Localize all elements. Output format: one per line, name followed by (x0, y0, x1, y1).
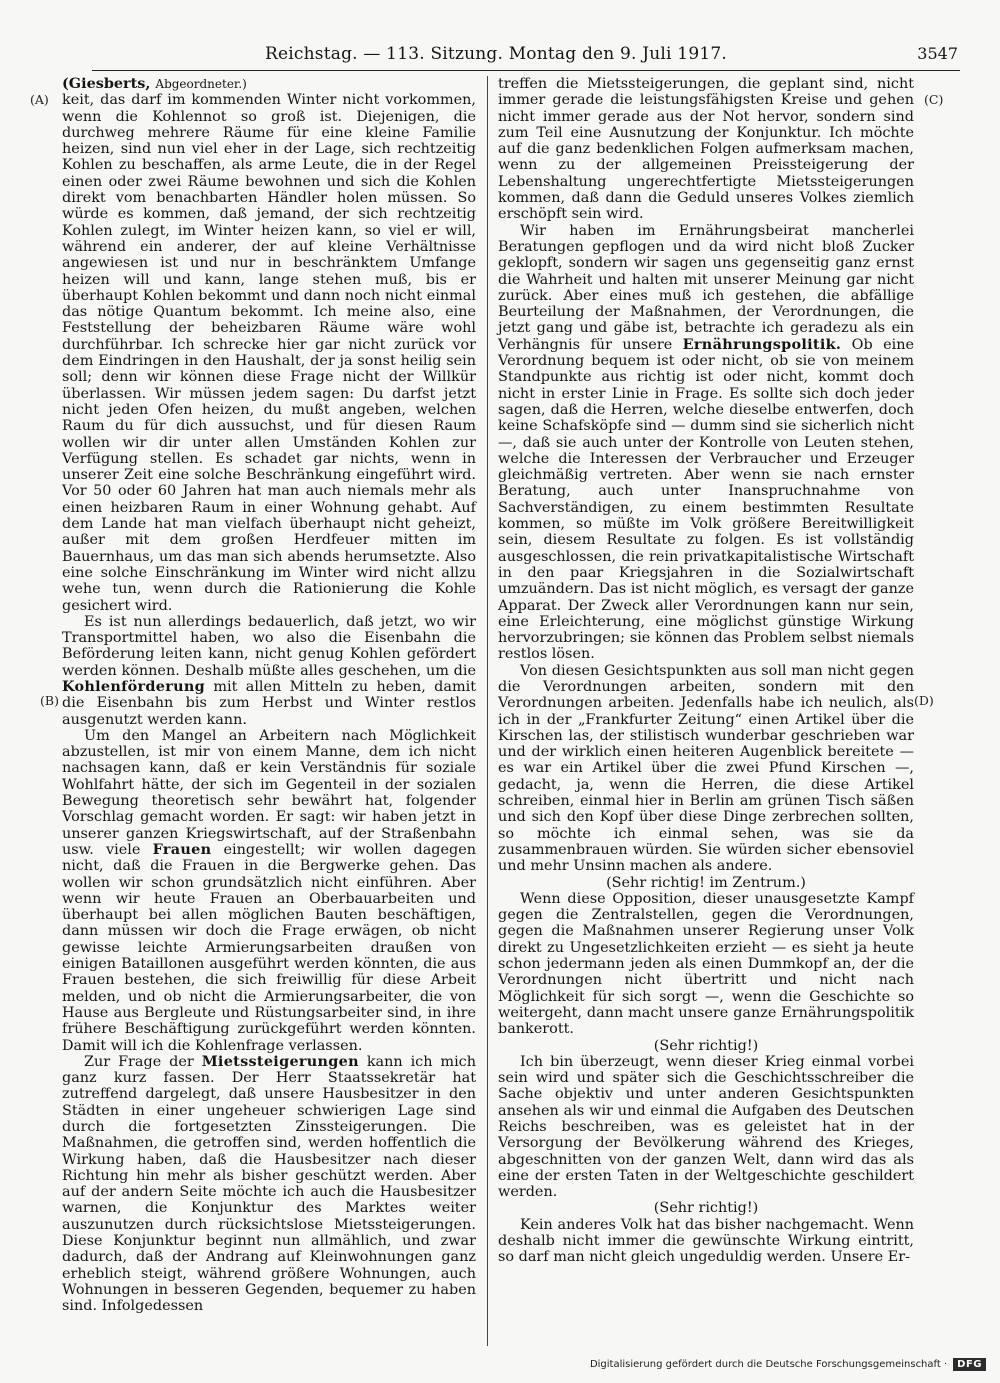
paragraph-text: kann ich mich ganz kurz fassen. Der Herr Staatssekretär hat zutreffend dargelegt, daß unsere Hausbesitzer in den Städten in einer ungeheuer schwierigen Lage sind durch die fortgesetzten Zinssteigerungen. Die Maßnahmen, die getroffen sind, werden hoffentlich die Wirkung haben, daß die Hausbesitzer nach dieser Richtung hin mehr als bisher geschützt werden. Aber auf der andern Seite möchte ich auch die Hausbesitzer warnen, die Konjunktur des Marktes weiter auszunutzen durch rücksichtslose Mietssteigerungen. Diese Konjunktur beginnt nun allmählich, und zwar dadurch, daß der Andrang auf Kleinwohnungen ganz erheblich steigt, während größere Wohnungen, auch Wohnungen in besseren Gegenden, bequemer zu haben sind. Infolgedessen (62, 1053, 476, 1315)
emphasis-term: Ernährungspolitik. (682, 335, 842, 353)
interjection: (Sehr richtig!) (653, 1200, 759, 1217)
paragraph: Von diesen Gesichtspunkten aus soll man nicht gegen die Verordnungen arbeiten, sondern mit den Verordnungen arbeiten. Jedenfalls habe ich neulich, als ich in der „Frankfurter Zeitung“ einen Artikel über die Kirschen las, der stilistisch wunderbar geschrieben war und der wirklich einen heiteren Augenblick bereitete — es war ein Artikel über die zwei Pfund Kirschen —, gedacht, ja, wenn die Herren, die diese Artikel schreiben, einmal hier in Berlin am grünen Tisch säßen und sich den Kopf über diese Dinge zerbrechen sollten, so möchte ich einmal sehen, was sie da zusammenbrauen würden. Sie würden sicher ebensoviel und mehr Unsinn machen als andere. (498, 662, 914, 875)
page-number: 3547 (917, 44, 958, 63)
paragraph-text: Um den Mangel an Arbeitern nach Möglichkeit abzustellen, ist mir von einem Manne, dem ich nicht nachsagen kann, daß er kein Verständnis für soziale Wohlfahrt hätte, der sich im Gegenteil in der sozialen Bewegung theoretisch sehr bewährt hat, folgender Vorschlag gemacht worden. Er sagt: wir haben jetzt in unserer ganzen Kriegswirtschaft, auf der Straßenbahn usw. viele (62, 727, 476, 858)
paragraph (62, 728, 476, 1054)
margin-marker-a: (A) (30, 92, 49, 107)
page-header (92, 38, 960, 71)
column-divider (487, 76, 488, 1346)
paragraph: Wenn diese Opposition, dieser unausgesetzte Kampf gegen die Zentralstellen, gegen die Verordnungen, gegen die Maßnahmen unserer Regierung unser Volk direkt zu Ungesetzlichkeiten erzieht — es sieht ja heute schon jedermann jeden als einen Dummkopf an, der die Verordnungen nicht übertritt und nicht nach Möglichkeit für sich sorgt —, wenn die Geschichte so weitergeht, dann macht unsere ganze Ernährungspolitik bankerott. (498, 890, 914, 1038)
page-title: Reichstag. — 113. Sitzung. Montag den 9. Juli 1917. (265, 44, 727, 64)
paragraph-text: Zur Frage der (84, 1053, 194, 1070)
left-column (62, 76, 476, 1315)
paragraph-text: Es ist nun allerdings bedauerlich, daß jetzt, wo wir Transportmittel haben, wo also die Eisenbahn die Beförderung leiten kann, nicht genug Kohlen gefördert werden können. Deshalb müßte alles geschehen, um die (62, 613, 476, 679)
paragraph: treffen die Mietssteigerungen, die geplant sind, nicht immer gerade die leistungsfähigsten Kreise und gehen nicht immer gerade aus der Not hervor, sondern sind zum Teil eine Ausnutzung der Konjunktur. Ich möchte auf die ganz bedenklichen Folgen aufmerksam machen, wenn zu der allgemeinen Preissteigerung der Lebenshaltung ungerechtfertigte Mietssteigerungen kommen, daß dann die Geduld unseres Volkes ziemlich erschöpft sein wird. (498, 76, 914, 223)
paragraph (62, 1054, 476, 1315)
paragraph: Ich bin überzeugt, wenn dieser Krieg einmal vorbei sein wird und später sich die Geschichtsschreiber die Sache objektiv und unter anderen Gesichtspunkten ansehen als wir und einmal die Aufgaben des Deutschen Reichs beschreiben, was es geleistet hat in der Versorgung der Bevölkerung während des Krieges, abgeschnitten von der ganzen Welt, dann wird das als eine der ersten Taten in der Weltgeschichte geschildert werden. (498, 1053, 914, 1201)
credit-text: Digitalisierung gefördert durch die Deutsche Forschungsgemeinschaft · (589, 1359, 948, 1370)
emphasis-term: Kohlenförderung (62, 677, 205, 695)
paragraph-text: Ob eine Verordnung bequem ist oder nicht, ob sie von meinem Standpunkte aus richtig ist oder nicht, kommt doch nicht in erster Linie in Frage. Es sollte sich doch jeder sagen, daß die Herren, welche dieselbe entwerfen, doch keine Schafsköpfe sind — dumm sind sie sicherlich nicht —, daß sie auch unter der Kontrolle von Leuten stehen, welche die Interessen der Verbraucher und Erzeuger gleichmäßig vertreten. Aber wenn sie nach ernster Beratung, auch unter Inanspruchnahme von Sachverständigen, zu einem bestimmten Resultate kommen, so müßte im Volk größere Bereitwilligkeit sein, diesem Resultate zu folgen. Es ist vollständig ausgeschlossen, die rein privatkapitalistische Wirtschaft in den paar Kriegsjahren in die Sozialwirtschaft umzuändern. Das ist nicht möglich, es versagt der ganze Apparat. Der Zweck aller Verordnungen kann nur sein, eine Erleichterung, eine möglichst günstige Wirkung hervorzubringen; sie können das Problem selbst niemals restlos lösen. (498, 336, 914, 663)
dfg-logo: DFG (953, 1358, 986, 1371)
right-column (498, 76, 914, 1266)
paragraph-text: eingestellt; wir wollen dagegen nicht, daß die Frauen in die Bergwerke gehen. Das wollen wir schon grundsätzlich nicht einführen. Aber wenn wir heute Frauen an Oberbauarbeiten und überhaupt bei allen möglichen Bauten beschäftigen, dann müssen wir doch die Frage erwägen, ob nicht gewisse leichte Armierungsarbeiten draußen von einigen Bataillonen ausgeführt werden könnten, die aus Frauen bestehen, die sich freiwillig für diese Arbeit melden, und ob nicht die Armierungsarbeiter, die von Hause aus Bergleute und Rüstungsarbeiter sind, in ihre frühere Beschäftigung zurückgeführt werden könnten. Damit will ich die Kohlenfrage verlassen. (62, 841, 476, 1054)
paragraph (62, 614, 476, 728)
speaker-attribution (62, 76, 476, 92)
paragraph: keit, das darf im kommenden Winter nicht vorkommen, wenn die Kohlennot so groß ist. Diejenigen, die durchweg mehrere Räume für eine kleine Familie heizen, sind nun viel eher in der Lage, sich rechtzeitig Kohlen zu beschaffen, als arme Leute, die in der Regel einen oder zwei Räume bewohnen und sich die Kohlen direkt vom benachbarten Händler holen müssen. So würde es kommen, daß jemand, der sich rechtzeitig Kohlen zulegt, im Winter heizen kann, so viel er will, während ein anderer, der auf kleine Verhältnisse angewiesen ist und nur in beschränktem Umfange heizen will und kann, lange stehen muß, bis er überhaupt Kohlen bekommt und dann noch nicht einmal das nötige Quantum bekommt. Ich meine also, eine Feststellung der beheizbaren Räume wäre wohl durchführbar. Ich schrecke hier gar nicht zurück vor dem Eindringen in den Haushalt, der ja sonst heilig sein soll; denn wir können diese Frage nicht der Willkür überlassen. Wir müssen jedem sagen: Du darfst jetzt nicht jeden Ofen heizen, du mußt angeben, welchen Raum du für dich aussuchst, und für diesen Raum wollen wir dir unter allen Umständen Kohlen zur Verfügung stellen. Es schadet gar nichts, wenn in unserer Zeit eine solche Beschränkung eingeführt wird. Vor 50 oder 60 Jahren hat man auch niemals mehr als einen heizbaren Raum in einer Wohnung gehabt. Auf dem Lande hat man vielfach überhaupt nicht geheizt, außer mit dem großen Herdfeuer mitten im Bauernhaus, um das man sich abends herumsetzte. Also eine solche Einschränkung im Winter wird nicht allzu wehe tun, wenn durch die Rationierung die Kohle gesichert wird. (62, 92, 476, 614)
margin-marker-d: (D) (914, 693, 934, 708)
margin-marker-c: (C) (924, 92, 944, 107)
speaker-name: (Giesberts, (62, 75, 151, 92)
digitization-credit (590, 1358, 986, 1371)
speaker-role: Abgeordneter.) (155, 77, 247, 91)
interjection: (Sehr richtig! im Zentrum.) (606, 874, 806, 891)
emphasis-term: Frauen (152, 840, 212, 858)
paragraph-text: mit allen Mitteln zu heben, damit die Eisenbahn bis zum Herbst und Winter restlos ausgenutzt werden kann. (62, 678, 477, 728)
paragraph: Kein anderes Volk hat das bisher nachgemacht. Wenn deshalb nicht immer die gewünschte Wirkung eintritt, so darf man nicht gleich ungeduldig werden. Unsere Er- (498, 1216, 914, 1266)
paragraph-text: Wir haben im Ernährungsbeirat mancherlei Beratungen gepflogen und da wird nicht bloß Zucker geklopft, sondern wir sagen uns gegenseitig ganz ernst die Wahrheit und halten mit unserer Meinung gar nicht zurück. Aber eines muß ich gestehen, die abfällige Beurteilung der Maßnahmen, der Verordnungen, die jetzt gang und gäbe ist, betrachte ich geradezu als ein Verhängnis für unsere (498, 222, 914, 353)
margin-marker-b: (B) (40, 693, 59, 708)
emphasis-term: Mietssteigerungen (201, 1052, 359, 1070)
interjection: (Sehr richtig!) (653, 1037, 759, 1054)
paragraph (498, 223, 914, 663)
